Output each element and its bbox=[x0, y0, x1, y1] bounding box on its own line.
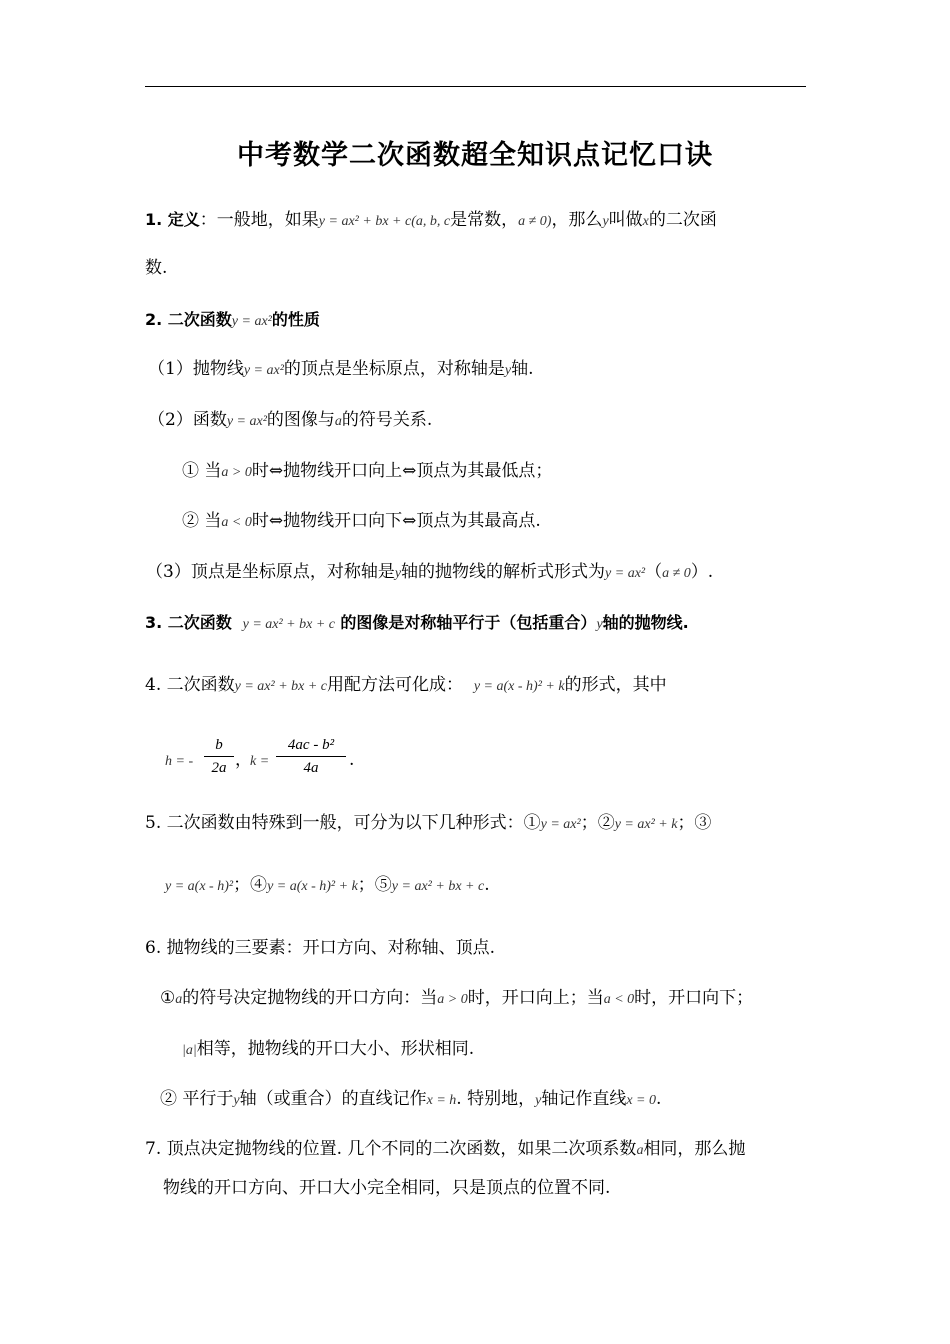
formula: |a| bbox=[182, 1043, 197, 1058]
formula: a bbox=[334, 414, 342, 429]
formula: a < 0 bbox=[221, 515, 252, 530]
section-7-line-1 bbox=[145, 1138, 745, 1162]
section-6-heading: 6. 抛物线的三要素：开口方向、对称轴、顶点. bbox=[145, 938, 496, 958]
text: 时⇔抛物线开口向上⇔顶点为其最低点； bbox=[251, 461, 553, 481]
formula: a bbox=[636, 1143, 644, 1158]
text: ① 当 bbox=[182, 461, 222, 481]
text: ）. bbox=[690, 562, 714, 582]
formula: y = ax² + bx + c(a, b, c bbox=[318, 214, 451, 229]
heading-text: 2. 二次函数 bbox=[145, 310, 232, 329]
formula: y = ax² bbox=[605, 566, 646, 581]
formula: y = ax² + bx + c bbox=[234, 679, 328, 694]
section-3 bbox=[145, 612, 689, 636]
text: 4. 二次函数 bbox=[145, 675, 235, 695]
formula: y = ax² bbox=[540, 817, 581, 832]
formula: a ≠ 0) bbox=[518, 214, 552, 229]
formula: y bbox=[596, 617, 603, 632]
section-6-rule-1 bbox=[160, 987, 753, 1011]
formula: y = ax² + bx + c bbox=[242, 617, 336, 632]
text: 的二次函 bbox=[648, 210, 717, 230]
property-1 bbox=[148, 358, 534, 382]
text: （2）函数 bbox=[148, 410, 227, 430]
formula: y = ax² + bx + c bbox=[391, 879, 485, 894]
formula: y = ax² bbox=[226, 414, 267, 429]
fraction-denominator: 2a bbox=[211, 760, 227, 776]
text: ；⑤ bbox=[357, 875, 392, 895]
case-a-negative bbox=[182, 510, 541, 534]
header-rule bbox=[145, 86, 806, 87]
text: . 特别地， bbox=[456, 1089, 536, 1109]
text: 是常数， bbox=[450, 210, 519, 230]
text: 时，开口向上；当 bbox=[467, 988, 604, 1008]
text: 的符号决定抛物线的开口方向：当 bbox=[182, 988, 438, 1008]
formula: y bbox=[233, 1093, 240, 1108]
formula: k = bbox=[250, 754, 270, 769]
text: 5. 二次函数由特殊到一般，可分为以下几种形式：① bbox=[145, 813, 541, 833]
section-4-line-1 bbox=[145, 674, 667, 698]
text: ① bbox=[160, 988, 176, 1008]
text: 的符号关系. bbox=[341, 410, 433, 430]
formula: y = ax² bbox=[243, 363, 284, 378]
k-label bbox=[250, 749, 269, 773]
formula: y bbox=[504, 363, 512, 378]
fraction-numerator: b bbox=[204, 737, 234, 757]
text: （ bbox=[645, 562, 663, 582]
definition-heading: 1. 定义 bbox=[145, 210, 200, 229]
fraction-numerator: 4ac - b² bbox=[276, 737, 346, 757]
formula: y = ax² bbox=[231, 314, 272, 329]
formula: y bbox=[602, 214, 609, 229]
text: 的图像与 bbox=[266, 410, 335, 430]
text: 叫做 bbox=[608, 210, 643, 230]
section-5-line-2 bbox=[165, 874, 490, 898]
formula: x = 0 bbox=[626, 1093, 656, 1108]
section-2-heading bbox=[145, 309, 320, 333]
text: 的形式，其中 bbox=[564, 675, 667, 695]
formula: x bbox=[642, 214, 649, 229]
formula: y = ax² + k bbox=[614, 817, 678, 832]
text: ② 平行于 bbox=[160, 1089, 234, 1109]
formula: y = a(x - h)² + k bbox=[473, 679, 565, 694]
page-title: 中考数学二次函数超全知识点记忆口诀 bbox=[237, 140, 713, 171]
formula: y bbox=[535, 1093, 542, 1108]
text: 用配方法可化成： bbox=[327, 675, 464, 695]
text: . bbox=[484, 875, 490, 895]
text: . bbox=[656, 1089, 662, 1109]
text: ；② bbox=[580, 813, 615, 833]
formula: y = a(x - h)² + k bbox=[267, 879, 358, 894]
heading-text: 轴的抛物线. bbox=[602, 613, 689, 632]
heading-text: 的图像是对称轴平行于（包括重合） bbox=[340, 613, 597, 632]
text: ；③ bbox=[677, 813, 712, 833]
text: （3）顶点是坐标原点，对称轴是 bbox=[146, 562, 395, 582]
formula: y bbox=[394, 566, 402, 581]
section-7-line-2: 物线的开口方向、开口大小完全相同，只是顶点的位置不同. bbox=[163, 1178, 611, 1198]
text: 轴的抛物线的解析式形式为 bbox=[401, 562, 606, 582]
definition-line-1 bbox=[145, 209, 717, 233]
text: 的顶点是坐标原点，对称轴是 bbox=[283, 359, 505, 379]
text: 轴（或重合）的直线记作 bbox=[239, 1089, 427, 1109]
formula: a > 0 bbox=[221, 465, 252, 480]
text: 时，开口向下； bbox=[634, 988, 754, 1008]
text: 7. 顶点决定抛物线的位置. 几个不同的二次函数，如果二次项系数 bbox=[145, 1139, 637, 1159]
property-3 bbox=[146, 561, 713, 585]
text: ：一般地，如果 bbox=[199, 210, 319, 230]
text: （1）抛物线 bbox=[148, 359, 244, 379]
text: 轴记作直线 bbox=[541, 1089, 627, 1109]
text: ；④ bbox=[233, 875, 268, 895]
formula: x = h bbox=[426, 1093, 457, 1108]
formula: a ≠ 0 bbox=[662, 566, 691, 581]
case-a-positive bbox=[182, 460, 552, 484]
text: 轴. bbox=[511, 359, 534, 379]
text: 时⇔抛物线开口向下⇔顶点为其最高点. bbox=[251, 511, 541, 531]
formula: a > 0 bbox=[437, 992, 468, 1007]
text: 相同，那么抛 bbox=[643, 1139, 746, 1159]
text: 相等，抛物线的开口大小、形状相同. bbox=[196, 1039, 475, 1059]
text: ② 当 bbox=[182, 511, 222, 531]
formula: h = - bbox=[165, 754, 194, 769]
period: . bbox=[349, 750, 355, 770]
heading-text: 的性质 bbox=[271, 310, 320, 329]
heading-text: 3. 二次函数 bbox=[145, 613, 232, 632]
h-fraction bbox=[204, 737, 234, 777]
formula: a bbox=[175, 992, 183, 1007]
formula: y = a(x - h)² bbox=[165, 879, 234, 894]
text: ，那么 bbox=[551, 210, 603, 230]
definition-line-2: 数. bbox=[145, 258, 168, 278]
comma: ， bbox=[235, 750, 252, 770]
fraction-denominator: 4a bbox=[303, 760, 319, 776]
section-6-rule-1-cont bbox=[182, 1038, 474, 1062]
formula: a < 0 bbox=[603, 992, 635, 1007]
section-6-rule-2 bbox=[160, 1088, 661, 1112]
h-label bbox=[165, 749, 193, 773]
section-5-line-1 bbox=[145, 812, 711, 836]
k-fraction bbox=[276, 737, 346, 777]
property-2 bbox=[148, 409, 432, 433]
